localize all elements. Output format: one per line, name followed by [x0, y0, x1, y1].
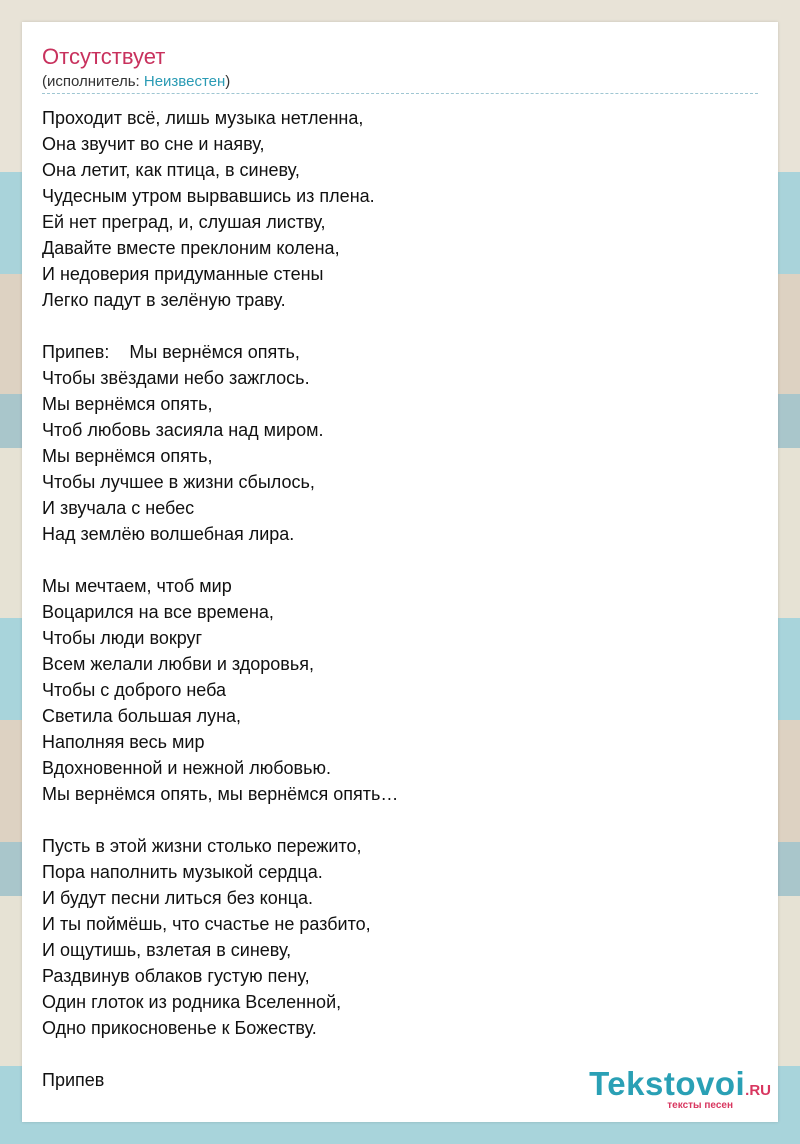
lyric-line: Светила большая луна,: [42, 706, 242, 726]
lyric-line: Мы мечтаем, чтоб мир: [42, 576, 232, 596]
lyric-line: Чтобы люди вокруг: [42, 628, 203, 648]
lyric-line: И недоверия придуманные стены: [42, 264, 324, 284]
lyric-line: Чтоб любовь засияла над миром.: [42, 420, 324, 440]
lyric-line: И звучала с небес: [42, 498, 195, 518]
lyric-line: Раздвинув облаков густую пену,: [42, 966, 310, 986]
lyric-line: Она звучит во сне и наяву,: [42, 134, 265, 154]
logo-domain: .RU: [745, 1082, 771, 1099]
lyric-line: Наполняя весь мир: [42, 732, 205, 752]
lyric-line: Мы вернёмся опять,: [42, 394, 213, 414]
lyrics-sheet: [22, 22, 778, 1122]
lyric-line: И ощутишь, взлетая в синеву,: [42, 940, 292, 960]
artist-line: [42, 73, 230, 91]
lyric-line: Мы вернёмся опять,: [42, 446, 213, 466]
lyric-line: Мы вернёмся опять, мы вернёмся опять…: [42, 784, 399, 804]
lyric-line: Всем желали любви и здоровья,: [42, 654, 314, 674]
lyric-line: Вдохновенной и нежной любовью.: [42, 758, 332, 778]
title-divider: [42, 93, 758, 94]
lyric-line: Воцарился на все времена,: [42, 602, 274, 622]
lyric-line: Припев: [42, 1070, 105, 1090]
artist-suffix: ): [225, 73, 231, 90]
lyric-line: [42, 1041, 742, 1067]
lyric-line: И ты поймёшь, что счастье не разбито,: [42, 914, 371, 934]
lyric-line: Она летит, как птица, в синеву,: [42, 160, 300, 180]
lyric-line: Над землёю волшебная лира.: [42, 524, 295, 544]
lyric-line: Чтобы с доброго неба: [42, 680, 226, 700]
lyric-line: Давайте вместе преклоним колена,: [42, 238, 340, 258]
lyric-line: Чтобы лучшее в жизни сбылось,: [42, 472, 315, 492]
lyric-line: Чудесным утром вырвавшись из плена.: [42, 186, 375, 206]
lyric-line: Проходит всё, лишь музыка нетленна,: [42, 108, 364, 128]
lyric-line: Пора наполнить музыкой сердца.: [42, 862, 323, 882]
lyric-line: Чтобы звёздами небо зажглось.: [42, 368, 310, 388]
logo-tagline: тексты песен: [667, 1100, 733, 1111]
lyric-line: Пусть в этой жизни столько пережито,: [42, 836, 362, 856]
lyric-line: [42, 547, 742, 573]
lyric-line: Легко падут в зелёную траву.: [42, 290, 286, 310]
lyric-line: [42, 313, 742, 339]
site-logo[interactable]: [589, 1065, 771, 1111]
artist-link[interactable]: Неизвестен: [143, 73, 226, 90]
artist-prefix: (исполнитель:: [42, 73, 144, 90]
lyric-line: Одно прикосновенье к Божеству.: [42, 1018, 317, 1038]
lyric-line: Один глоток из родника Вселенной,: [42, 992, 342, 1012]
song-title: Отсутствует: [42, 44, 166, 69]
lyric-line: И будут песни литься без конца.: [42, 888, 314, 908]
logo-wordmark: Tekstovoi: [589, 1065, 746, 1102]
lyric-line: [42, 807, 742, 833]
lyrics-text: [42, 105, 742, 1093]
lyric-line: Припев: Мы вернёмся опять,: [42, 342, 300, 362]
lyric-line: Ей нет преград, и, слушая листву,: [42, 212, 326, 232]
